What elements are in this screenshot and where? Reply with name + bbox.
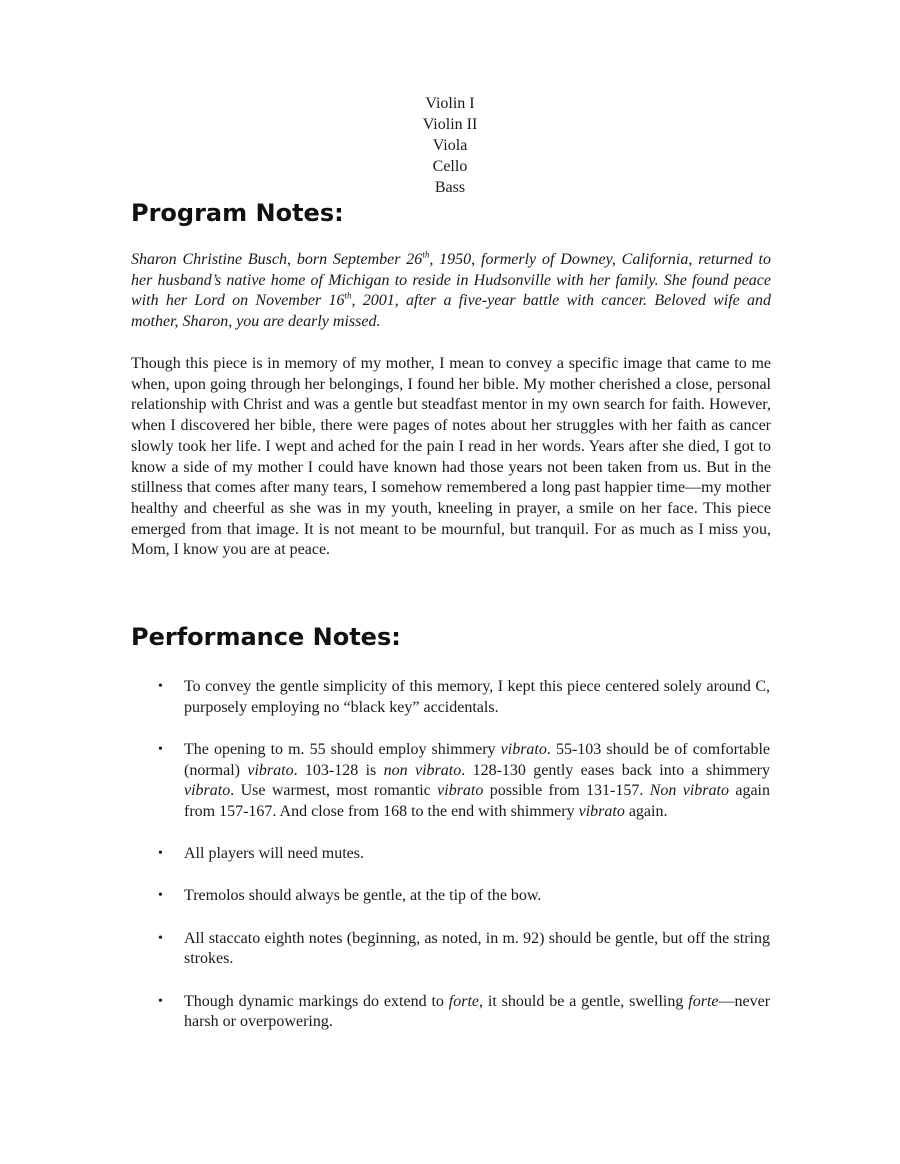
performance-notes-heading: Performance Notes: bbox=[131, 623, 401, 651]
performance-note-item bbox=[158, 740, 770, 823]
performance-note-text: The opening to m. 55 should employ shimmery vibrato. 55-103 should be of comfortable (normal) vibrato. 103-128 is non vibrato. 128-130 gently eases back into a shimmery vibrato. Use warmest, most romantic vibrato possible from 131-157. Non vibrato again from 157-167. And close from 168 to the end with shimmery vibrato again. bbox=[184, 740, 771, 821]
instrumentation-list bbox=[0, 93, 900, 198]
performance-note-text: All players will need mutes. bbox=[184, 845, 364, 863]
bullet-icon: • bbox=[158, 888, 163, 904]
program-notes-heading: Program Notes: bbox=[131, 199, 344, 227]
bullet-icon: • bbox=[158, 679, 163, 694]
instrument-viola: Viola bbox=[432, 137, 468, 154]
performance-note-item bbox=[158, 886, 770, 907]
performance-note-item bbox=[158, 844, 770, 865]
performance-note-text: To convey the gentle simplicity of this memory, I kept this piece centered solely around C, purposely employing no “black key” accidentals. bbox=[184, 678, 770, 716]
performance-note-item bbox=[158, 929, 770, 970]
dedication-paragraph: Sharon Christine Busch, born September 26th, 1950, formerly of Downey, California, returned to her husband’s native home of Michigan to reside in Hudsonville with her family. She found peace with her Lord on November 16th, 2001, after a five-year battle with cancer. Beloved wife and mother, Sharon, you are dearly missed. bbox=[131, 249, 772, 331]
performance-note-text: All staccato eighth notes (beginning, as noted, in m. 92) should be gentle, but off the string strokes. bbox=[184, 929, 770, 968]
performance-note-text: Tremolos should always be gentle, at the tip of the bow. bbox=[184, 887, 542, 905]
performance-note-item bbox=[158, 677, 770, 718]
program-notes-body: Though this piece is in memory of my mother, I mean to convey a specific image that came to me when, upon going through her belongings, I found her bible. My mother cherished a close, personal relationship with Christ and was a gentle but steadfast mentor in my own search for faith. However, when I discovered her bible, there were pages of notes about her struggles with her faith as cancer slowly took her life. I wept and ached for the pain I read in her words. Years after she died, I got to know a side of my mother I could have known had those years not been taken from us. But in the stillness that comes after many tears, I somehow remembered a long past happier time—my mother healthy and cheerful as she was in my youth, kneeling in prayer, a smile on her face. This piece emerged from that image. It is not meant to be mournful, but tranquil. For as much as I miss you, Mom, I know you are at peace. bbox=[131, 355, 771, 559]
instrument-violin-1: Violin I bbox=[425, 95, 475, 112]
bullet-icon: • bbox=[158, 930, 163, 946]
performance-note-item bbox=[158, 992, 770, 1033]
instrument-cello: Cello bbox=[432, 158, 468, 175]
bullet-icon: • bbox=[158, 846, 163, 862]
instrument-violin-2: Violin II bbox=[422, 116, 478, 133]
performance-notes-list bbox=[158, 677, 770, 1054]
bullet-icon: • bbox=[158, 741, 163, 757]
instrument-bass: Bass bbox=[434, 179, 466, 196]
bullet-icon: • bbox=[158, 993, 163, 1009]
performance-note-text: Though dynamic markings do extend to forte, it should be a gentle, swelling forte—never harsh or overpowering. bbox=[184, 992, 771, 1031]
